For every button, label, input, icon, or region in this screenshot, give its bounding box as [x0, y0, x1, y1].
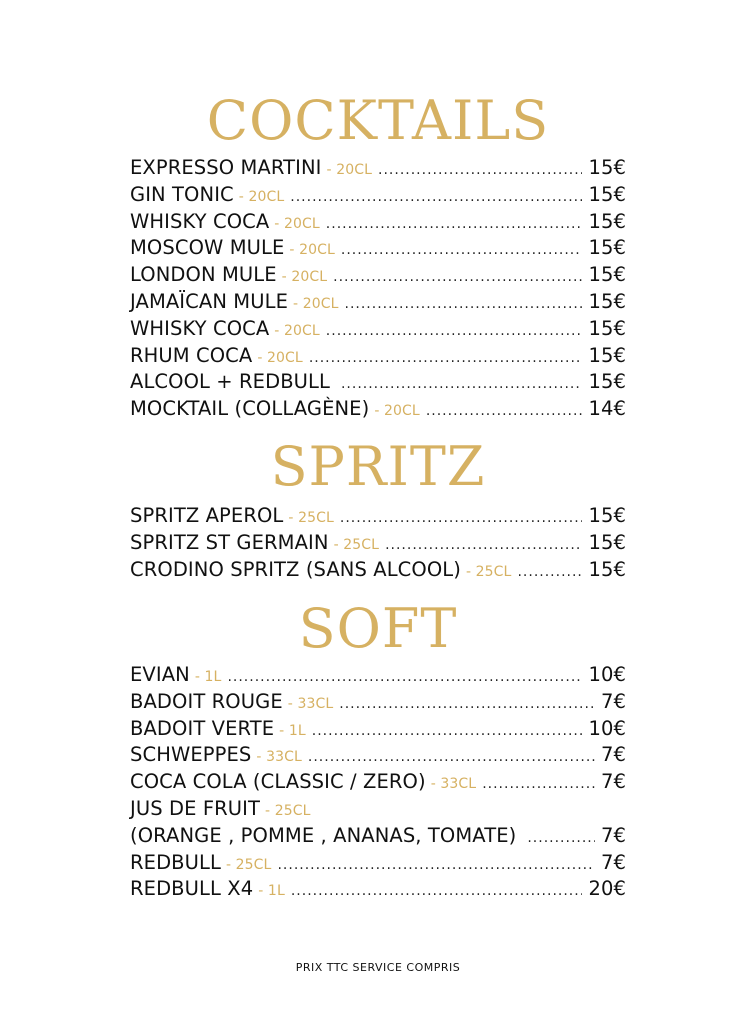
item-price: 7€ — [600, 823, 626, 847]
item-name: SCHWEPPES — [130, 743, 252, 767]
item-name: SPRITZ ST GERMAIN — [130, 530, 329, 554]
item-size: - 20CL — [281, 269, 328, 286]
item-name: RHUM COCA — [130, 343, 253, 367]
cocktails-list — [130, 155, 626, 423]
item-price: 7€ — [600, 743, 626, 767]
menu-item — [130, 289, 626, 316]
menu-item — [130, 369, 626, 396]
menu-item — [130, 876, 626, 903]
item-price: 15€ — [588, 289, 626, 313]
section-title-spritz: SPRITZ — [270, 435, 486, 498]
dot-leader — [309, 345, 583, 372]
item-size: - 20CL — [274, 322, 320, 339]
item-size: - 33CL — [430, 776, 477, 793]
item-price: 15€ — [588, 557, 626, 581]
menu-item — [130, 262, 626, 289]
dot-leader — [345, 291, 583, 318]
dot-leader — [312, 718, 583, 745]
item-name: EVIAN — [130, 663, 190, 686]
dot-leader — [326, 318, 583, 345]
dot-leader — [527, 825, 595, 852]
dot-leader — [517, 559, 582, 586]
item-price: 15€ — [588, 530, 626, 554]
item-size: - 20CL — [326, 162, 373, 178]
dot-leader — [277, 852, 595, 879]
menu-item — [130, 716, 626, 743]
item-size: - 20CL — [274, 215, 320, 232]
dot-leader — [426, 398, 583, 425]
menu-item — [130, 530, 626, 557]
item-name: MOCKTAIL (COLLAGÈNE) — [130, 397, 370, 421]
menu-item — [130, 396, 626, 423]
item-name: MOSCOW MULE — [130, 236, 285, 260]
item-size: - 25CL — [288, 510, 334, 526]
item-price: 7€ — [600, 770, 626, 794]
menu-item — [130, 823, 626, 850]
item-price: 15€ — [588, 156, 626, 179]
item-size: - 25CL — [465, 563, 512, 580]
item-size: - 1L — [258, 883, 285, 900]
item-price: 15€ — [588, 263, 626, 287]
dot-leader — [385, 532, 582, 559]
item-name: CRODINO SPRITZ (SANS ALCOOL) — [130, 557, 461, 581]
dot-leader — [291, 878, 583, 905]
item-price: 7€ — [600, 850, 626, 874]
item-size: - 20CL — [293, 295, 339, 312]
item-size: - 20CL — [257, 349, 303, 366]
item-name: WHISKY COCA — [130, 316, 270, 340]
item-name: JUS DE FRUIT — [130, 796, 261, 820]
menu-item — [130, 796, 626, 823]
item-size: - 25CL — [265, 802, 311, 819]
item-name: EXPRESSO MARTINI — [130, 156, 322, 179]
item-size: - 20CL — [289, 242, 335, 259]
menu-item — [130, 742, 626, 769]
item-price: 7€ — [600, 689, 626, 713]
item-size: - 33CL — [287, 695, 334, 712]
item-price: 15€ — [588, 343, 626, 367]
item-price: 10€ — [588, 716, 626, 740]
item-size: - 1L — [279, 722, 306, 739]
dot-leader — [227, 664, 582, 691]
item-price: 15€ — [588, 370, 626, 394]
footer-note: PRIX TTC SERVICE COMPRIS — [295, 961, 461, 974]
item-size: - 33CL — [256, 749, 302, 766]
dot-leader — [482, 771, 595, 798]
item-name: BADOIT ROUGE — [130, 689, 283, 713]
item-price: 15€ — [588, 316, 626, 340]
item-price: 15€ — [588, 209, 626, 233]
item-name: BADOIT VERTE — [130, 716, 275, 740]
section-title-soft: SOFT — [298, 597, 458, 660]
soft-list — [130, 662, 626, 903]
item-price: 20€ — [588, 877, 626, 901]
item-price: 10€ — [588, 663, 626, 686]
menu-item — [130, 850, 626, 877]
spritz-list — [130, 503, 626, 583]
dot-leader — [340, 505, 583, 532]
dot-leader — [308, 744, 595, 771]
dot-leader — [341, 237, 583, 264]
item-size: - 25CL — [225, 856, 272, 873]
dot-leader — [339, 691, 595, 718]
item-name: REDBULL X4 — [130, 877, 254, 901]
menu-item — [130, 503, 626, 530]
item-size: - 20CL — [374, 403, 420, 420]
menu-item — [130, 235, 626, 262]
dot-leader — [333, 264, 582, 291]
item-name: COCA COLA (CLASSIC / ZERO) — [130, 770, 426, 794]
item-name: SPRITZ APEROL — [130, 504, 284, 527]
item-name: (ORANGE , POMME , ANANAS, TOMATE) — [130, 823, 517, 847]
menu-item — [130, 316, 626, 343]
item-name: ALCOOL + REDBULL — [130, 370, 330, 394]
dot-leader — [290, 184, 582, 211]
item-price: 15€ — [588, 504, 626, 527]
menu-item — [130, 182, 626, 209]
item-size: - 1L — [194, 669, 222, 685]
item-size: - 25CL — [333, 536, 380, 553]
item-price: 15€ — [588, 182, 626, 206]
item-price: 15€ — [588, 236, 626, 260]
menu-item — [130, 557, 626, 584]
dot-leader — [326, 211, 583, 238]
menu-item — [130, 662, 626, 689]
dot-leader — [378, 157, 582, 184]
menu-item — [130, 209, 626, 236]
item-price: 14€ — [588, 397, 626, 421]
menu-item — [130, 343, 626, 370]
menu-item — [130, 155, 626, 182]
item-name: REDBULL — [130, 850, 221, 874]
menu-item — [130, 689, 626, 716]
item-size: - 20CL — [238, 188, 285, 205]
section-title-cocktails: COCKTAILS — [206, 89, 550, 152]
menu-item — [130, 769, 626, 796]
item-name: LONDON MULE — [130, 263, 277, 287]
item-name: WHISKY COCA — [130, 209, 270, 233]
item-name: GIN TONIC — [130, 182, 234, 206]
dot-leader — [341, 371, 582, 398]
item-name: JAMAÏCAN MULE — [130, 289, 288, 313]
